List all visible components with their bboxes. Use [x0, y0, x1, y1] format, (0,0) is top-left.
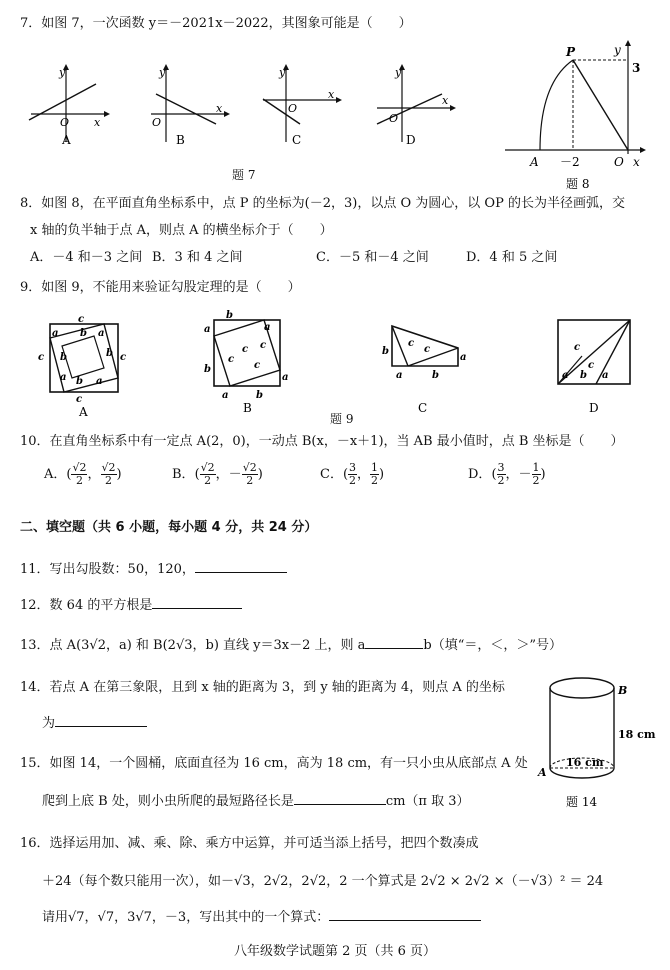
q7-graph-d [372, 64, 457, 147]
svg-text:b: b [60, 352, 67, 363]
q16-answer-blank[interactable] [329, 908, 481, 921]
q8-option-c: C．－5 和－4 之间 [316, 250, 429, 265]
q7-graph-c [258, 64, 343, 147]
svg-text:c: c [408, 338, 415, 349]
question-8-line1: 8．如图 8，在平面直角坐标系中，点 P 的坐标为(－2，3)，以点 O 为圆心，以 OP 的长为半径画弧，交 [20, 196, 625, 211]
q15-answer-blank[interactable] [294, 792, 386, 805]
svg-text:c: c [228, 354, 235, 365]
svg-text:a: a [282, 372, 289, 383]
q9-figure-b [200, 308, 295, 413]
q14-answer-blank[interactable] [55, 714, 147, 727]
svg-text:x: x [328, 88, 335, 101]
svg-text:D: D [589, 401, 599, 415]
svg-text:16 cm: 16 cm [566, 756, 604, 769]
svg-text:C: C [418, 401, 428, 415]
svg-text:18 cm: 18 cm [618, 728, 656, 741]
q14-cylinder-figure [538, 672, 663, 812]
q8-option-b: B．3 和 4 之间 [152, 250, 243, 265]
svg-text:b: b [76, 376, 83, 387]
question-16-line1: 16．选择运用加、减、乘、除、乘方中运算，并可适当添上括号，把四个数凑成 [20, 836, 479, 851]
svg-text:a: a [52, 328, 59, 339]
q9-caption: 题 9 [330, 412, 354, 426]
svg-text:a: a [264, 322, 271, 333]
svg-text:B: B [176, 133, 185, 147]
svg-text:A: A [62, 133, 71, 147]
svg-text:A: A [79, 405, 88, 419]
svg-text:O: O [614, 155, 624, 169]
svg-text:O: O [152, 116, 162, 129]
svg-text:a: a [602, 370, 609, 381]
q8-option-a: A．－4 和－3 之间 [30, 250, 143, 265]
svg-text:c: c [254, 360, 261, 371]
svg-text:a: a [396, 370, 403, 381]
q10-option-c: C．( $\frac{3}{2}$ ， $\frac{1}{2}$ ) [320, 461, 385, 487]
svg-text:a: a [460, 352, 467, 363]
q9-figure-c [378, 318, 473, 418]
question-14-line1: 14．若点 A 在第三象限，且到 x 轴的距离为 3，到 y 轴的距离为 4，则点 A 的坐标 [20, 680, 505, 695]
svg-text:b: b [226, 310, 233, 321]
question-11: 11．写出勾股数：50，120， [20, 558, 287, 577]
svg-text:a: a [98, 328, 105, 339]
svg-text:C: C [292, 133, 302, 147]
svg-text:D: D [406, 133, 416, 147]
q8-option-d: D．4 和 5 之间 [466, 250, 558, 265]
svg-text:b: b [80, 328, 87, 339]
svg-text:B: B [243, 401, 252, 415]
svg-text:b: b [382, 346, 389, 357]
q7-graph-b [146, 64, 231, 147]
question-12: 12．数 64 的平方根是 [20, 594, 242, 613]
question-9-text: 9．如图 9，不能用来验证勾股定理的是（ ） [20, 280, 301, 295]
svg-text:3: 3 [632, 61, 641, 75]
svg-text:A: A [530, 155, 539, 169]
question-16-line3: 请用√7，√7，3√7，－3，写出其中的一个算式： [42, 906, 481, 925]
question-15-line2: 爬到上底 B 处，则小虫所爬的最短路径长是 cm（π 取 3） [42, 794, 470, 809]
svg-text:a: a [222, 390, 229, 401]
svg-text:b: b [580, 370, 587, 381]
q8-figure [500, 38, 650, 198]
svg-text:a: a [96, 376, 103, 387]
question-14-line2: 为 [42, 712, 147, 731]
svg-text:b: b [106, 348, 113, 359]
svg-text:B: B [618, 684, 628, 697]
q7-caption: 题 7 [232, 168, 256, 182]
svg-text:－2: －2 [560, 155, 580, 169]
svg-text:x: x [216, 102, 223, 115]
svg-text:b: b [256, 390, 263, 401]
svg-text:c: c [76, 394, 83, 405]
q13-answer-blank[interactable] [365, 636, 423, 649]
svg-text:c: c [38, 352, 45, 363]
svg-text:c: c [588, 360, 595, 371]
svg-text:b: b [204, 364, 211, 375]
svg-text:c: c [574, 342, 581, 353]
q9-figure-a [36, 314, 131, 419]
question-7-text: 7．如图 7，一次函数 y＝－2021x－2022，其图象可能是（ ） [20, 16, 412, 31]
q10-option-b: B．( $\frac{√2}{2}$ ，－ $\frac{√2}{2}$ ) [172, 461, 263, 487]
svg-text:y: y [395, 66, 402, 79]
svg-text:c: c [242, 344, 249, 355]
question-8-line2: x 轴的负半轴于点 A，则点 A 的横坐标介于（ ） [30, 223, 333, 238]
question-13: 13．点 A(3√2，a) 和 B(2√3，b) 直线 y＝3x－2 上，则 a b（填“＝，＜，＞”号） [20, 638, 563, 653]
svg-text:b: b [432, 370, 439, 381]
q10-option-a: A．( $\frac{√2}{2}$ ， $\frac{√2}{2}$ ) [44, 461, 122, 487]
section-2-heading: 二、填空题（共 6 小题，每小题 4 分，共 24 分） [20, 520, 318, 535]
svg-text:c: c [260, 340, 267, 351]
q10-option-d: D．( $\frac{3}{2}$ ，－ $\frac{1}{2}$ ) [468, 461, 546, 487]
svg-text:O: O [288, 102, 298, 115]
question-10-text: 10．在直角坐标系中有一定点 A(2，0)，一动点 B(x，－x＋1)，当 AB 最小值时，点 B 坐标是（ ） [20, 434, 624, 449]
svg-text:x: x [94, 116, 101, 129]
q9-figure-d [552, 316, 637, 416]
svg-text:O: O [389, 112, 399, 125]
svg-text:题 8: 题 8 [566, 177, 590, 191]
q12-answer-blank[interactable] [152, 596, 242, 609]
svg-text:y: y [614, 43, 621, 57]
svg-text:A: A [538, 766, 547, 779]
svg-text:a: a [60, 372, 67, 383]
svg-text:y: y [59, 66, 66, 79]
svg-text:c: c [78, 314, 85, 325]
q7-graph-a [26, 64, 111, 147]
question-16-line2: ＋24（每个数只能用一次），如－√3，2√2，2√2，2 一个算式是 2√2 × 2√2 ×（－√3）² ＝ 24 [42, 874, 604, 889]
svg-text:a: a [562, 370, 569, 381]
q8-label-p: P [566, 45, 576, 59]
svg-text:y: y [159, 66, 166, 79]
svg-text:x: x [633, 155, 640, 169]
q11-answer-blank[interactable] [195, 560, 287, 573]
question-15-line1: 15．如图 14，一个圆桶，底面直径为 16 cm，高为 18 cm，有一只小虫从底部点 A 处 [20, 756, 528, 771]
svg-text:x: x [442, 94, 449, 107]
svg-text:c: c [424, 344, 431, 355]
svg-text:y: y [279, 66, 286, 79]
svg-text:O: O [60, 116, 70, 129]
svg-text:c: c [120, 352, 127, 363]
page-footer: 八年级数学试题第 2 页（共 6 页） [233, 944, 437, 959]
svg-text:题 14: 题 14 [566, 795, 598, 809]
svg-text:a: a [204, 324, 211, 335]
